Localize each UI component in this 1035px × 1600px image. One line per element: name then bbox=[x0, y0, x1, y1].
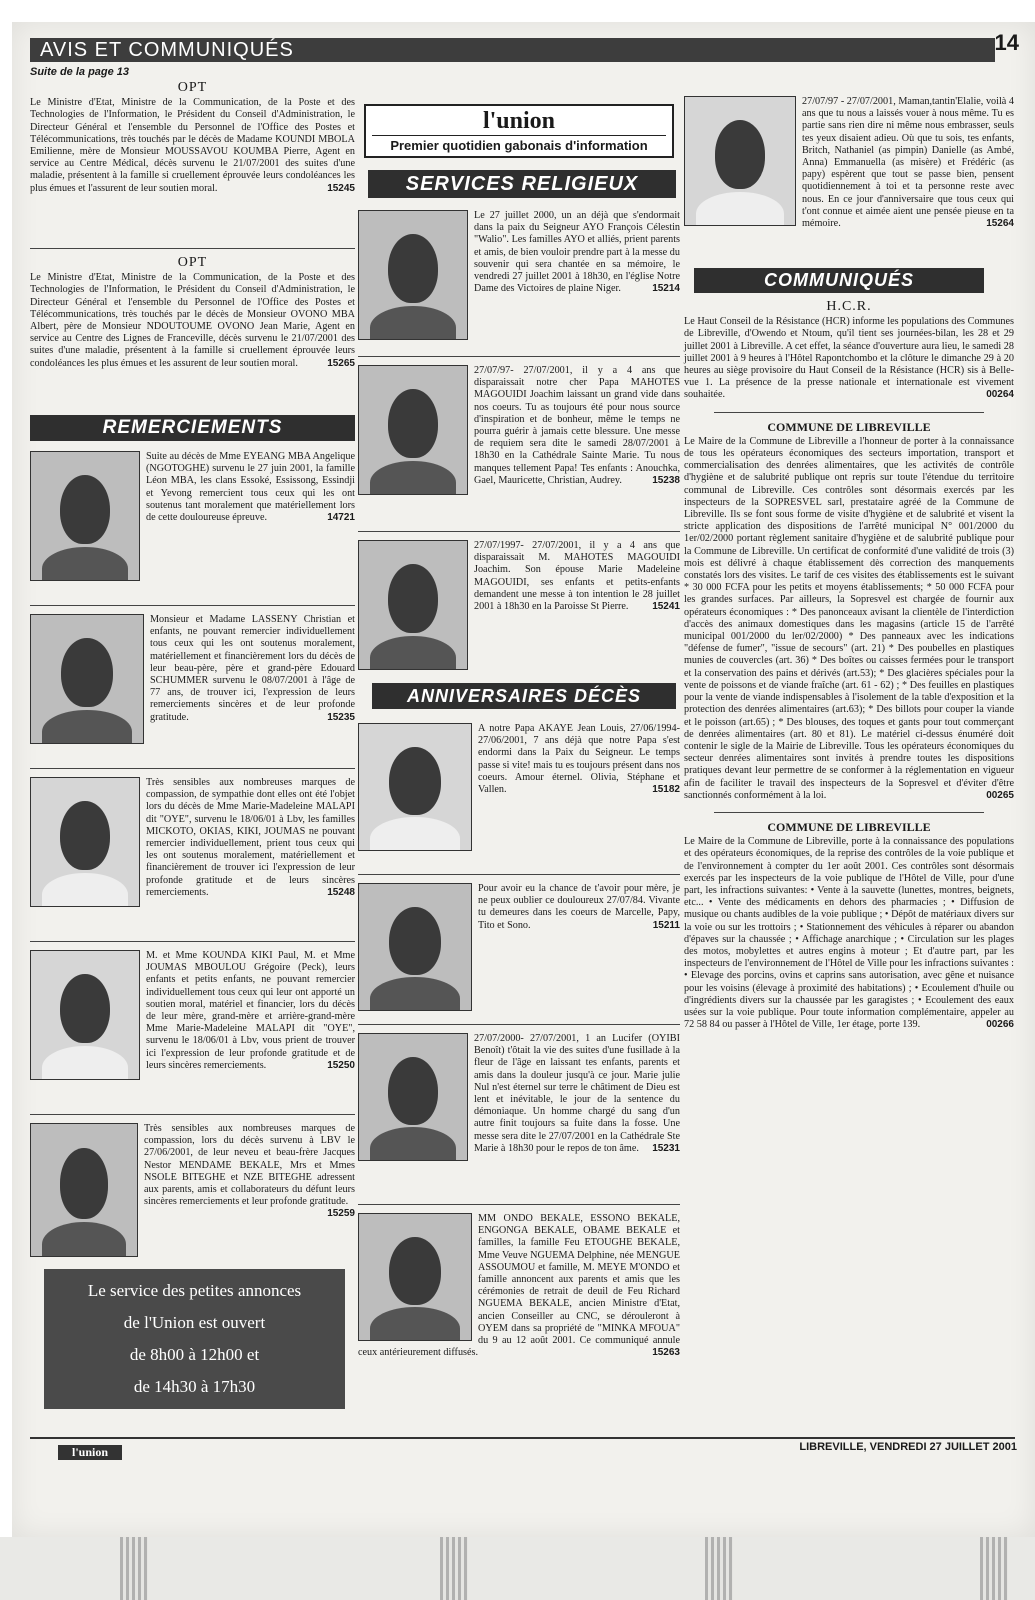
remerciements-heading: REMERCIEMENTS bbox=[30, 415, 355, 441]
anniversaire-3 bbox=[358, 1033, 680, 1198]
ad-reference: 15259 bbox=[327, 1208, 355, 1220]
anniversaire-maman bbox=[684, 96, 1014, 264]
ad-reference: 15264 bbox=[986, 218, 1014, 230]
footer-dateline: LIBREVILLE, VENDREDI 27 JUILLET 2001 bbox=[799, 1441, 1017, 1453]
annonce-line: de 8h00 à 12h00 et bbox=[129, 1345, 260, 1364]
service-1 bbox=[358, 210, 680, 350]
article-title: COMMUNE DE LIBREVILLE bbox=[767, 819, 931, 834]
ad-reference: 00265 bbox=[986, 789, 1014, 801]
divider bbox=[30, 1114, 355, 1115]
annonce-line: Le service des petites annonces bbox=[87, 1281, 302, 1300]
anniversaire-4 bbox=[358, 1213, 680, 1359]
annonce-line: de 14h30 à 17h30 bbox=[133, 1377, 256, 1396]
anniversaire-2 bbox=[358, 883, 680, 1018]
portrait-photo bbox=[358, 540, 468, 670]
divider bbox=[358, 356, 680, 357]
article-text: M. et Mme KOUNDA KIKI Paul, M. et Mme JOUMAS MBOULOU Grégoire (Peck), leurs enfants et petits enfants, ne pouvant remercier individuellement tous ceux qui leur ont apporté un soutien moral, matériel et financier, lors du décès de leur mère, grand-mère et arrière-grand-mère Mme Marie-Madeleine MALAPI dit "OYE", survenu le 18/06/01 à Lbv, vous prient de trouver ici l'expression de leur profonde gratitude et de leurs sincères remerciements. bbox=[146, 950, 355, 1071]
column-middle bbox=[358, 82, 680, 1359]
article-text: Le Ministre d'Etat, Ministre de la Communication, de la Poste et des Technologies de l'Information, le Président du Conseil d'Administration, le Directeur Général et l'ensemble du Personnel de l'Office des Postes et Télécommunications, très touchés par le décès de Monsieur OVONO MBA Albert, père de Monsieur NDOUTOUME OVONO Jean Marie, Agent en service au Centre des Lignes de Franceville, décès survenu le 21/07/2001 des suites d'une maladie, présentent à la famille si cruellement éprouvée leurs condoléances les plus émues et les assurent de leur soutien moral. bbox=[30, 272, 355, 369]
article-text: Très sensibles aux nombreuses marques de compassion, de sympathie dont elles ont été l'objet lors du décès de Mme Marie-Madeleine MALAPI dit "OYE", survenu le 18/06/01 à Lbv, les familles MICKOTO, OKIAS, KIKI, JOUMAS ne pouvant remercier individuellement, prient tous ceux qui les ont soutenus moralement, matériellement et financièrement de trouver ici l'expression de leur profonde gratitude et de leurs sincères remerciements. bbox=[146, 777, 355, 898]
ad-reference: 00266 bbox=[986, 1019, 1014, 1031]
communique-libreville-2 bbox=[684, 821, 1014, 1031]
article-text: MM ONDO BEKALE, ESSONO BEKALE, ENGONGA BEKALE, OBAME BEKALE et familles, la famille Feu ETOUGHE BEKALE, Mme Veuve NGUEMA Delphine, née MENGUE ASSOUMOU et famille, M. MEYE M'ONDO et famille annoncent aux parents et amis que les cérémonies de retrait de deuil de Feu Richard NGUEMA BEKALE, ancien Ministre d'Etat, ancien Conseiller au CNC, se dérouleront à OYEM dans sa propriété de "MINKA MFOUA" du 9 au 12 août 2001. Ce communiqué annule ceux antérieurement diffusés. bbox=[358, 1213, 680, 1359]
divider bbox=[30, 768, 355, 769]
ad-reference: 15235 bbox=[327, 711, 355, 723]
footer-logo: l'union bbox=[58, 1445, 122, 1460]
portrait-photo bbox=[358, 365, 468, 495]
ad-reference: 15248 bbox=[327, 886, 355, 898]
ad-reference: 15182 bbox=[652, 784, 680, 796]
column-right bbox=[684, 82, 1014, 1031]
services-religieux-heading: SERVICES RELIGIEUX bbox=[368, 170, 676, 198]
anniversaires-deces-heading: ANNIVERSAIRES DÉCÈS bbox=[372, 683, 676, 709]
portrait-photo bbox=[358, 210, 468, 340]
article-text: Le 27 juillet 2000, un an déjà que s'endormait dans la paix du Seigneur AYO François Célestin "Walio". Les familles AYO et alliés, prient parents et amis, de bien vouloir prendre part à la messe du souvenir qui sera chantée en sa mémoire, le vendredi 27 juillet 2001 à 18h30, en l'église Notre Dame des Victoires de plaine Niger. bbox=[474, 210, 680, 295]
article-text: Le Haut Conseil de la Résistance (HCR) informe les populations des Communes de Libreville, d'Owendo et Ntoum, qu'il tient ses journées-bilan, les 28 et 29 juillet 2001 à Libreville. A cet effet, la séance d'ouverture aura lieu, le samedi 28 juillet 2001 à 9 heures à l'Hôtel Rapontchombo et la clôture le dimanche 29 à 20 heures au siège provisoire du Haut Conseil de la Résistance (HCR) sis à Belle-vue 1. La présence de la presse nationale et internationale est vivement souhaitée. bbox=[684, 316, 1014, 401]
communique-hcr bbox=[684, 301, 1014, 402]
section-header-title: AVIS ET COMMUNIQUÉS bbox=[40, 39, 294, 61]
scan-stripe bbox=[705, 1537, 733, 1600]
divider bbox=[358, 1024, 680, 1025]
ad-reference: 15238 bbox=[652, 474, 680, 486]
divider bbox=[714, 812, 984, 813]
column-left bbox=[30, 82, 355, 1409]
service-3 bbox=[358, 540, 680, 675]
article-opt-2 bbox=[30, 257, 355, 407]
continued-note: Suite de la page 13 bbox=[30, 66, 130, 78]
portrait-photo bbox=[358, 723, 472, 851]
ad-reference: 15231 bbox=[652, 1142, 680, 1154]
article-title: OPT bbox=[177, 255, 208, 270]
masthead bbox=[364, 104, 674, 158]
article-text: Très sensibles aux nombreuses marques de compassion, lors du décès survenu à LBV le 27/06/2001, de leur neveu et beau-frère Jacques Nestor MENDAME BEKALE, Mrs et Mmes NSOLE BITEGHE et NZE BITEGHE adressent aux parents, amis et collaborateurs du défunt leurs sincères remerciements et leur profonde gratitude. bbox=[144, 1123, 355, 1208]
article-title: COMMUNE DE LIBREVILLE bbox=[767, 419, 931, 434]
page-number: 14 bbox=[994, 30, 1019, 55]
divider bbox=[358, 1204, 680, 1205]
remerciement-4 bbox=[30, 950, 355, 1108]
background-surface bbox=[0, 1537, 1035, 1600]
article-text: Le Ministre d'Etat, Ministre de la Communication, de la Poste et des Technologies de l'Information, le Président du Conseil d'Administration, le Directeur Général et l'ensemble du Personnel de l'Office des Postes et Télécommunications, très touchés par le décès de Madame KOUNDI MBOLA Emilienne, mère de Monsieur MOUSSAVOU KOUMBA Pierre, Agent en service au Centre Médical, décès survenu le 21/07/2001 des suites d'une maladie, présentent à la famille si cruellement éprouvée leurs condoléances les plus émues et l'assurent de leur soutien moral. bbox=[30, 97, 355, 194]
article-text: 27/07/97- 27/07/2001, il y a 4 ans que disparaissait notre cher Papa MAHOTES MAGOUIDI Joachim laissant un grand vide dans nos coeurs. Tu as toujours été pour nous source d'inspiration et de bonheur, même le temps ne pourra guérir à jamais cette blessure. Une messe de requiem sera dite le samedi 28/07/2001 à 18h30 en la Cathédrale Sainte Marie. Tu nous manques tellement Papa! Tes enfants : Anouchka, Gael, Mauricette, Christian, Audrey. bbox=[474, 365, 680, 486]
divider bbox=[714, 412, 984, 413]
communique-libreville-1 bbox=[684, 421, 1014, 802]
divider bbox=[30, 248, 355, 249]
portrait-photo bbox=[30, 777, 140, 907]
service-2 bbox=[358, 365, 680, 525]
portrait-photo bbox=[358, 883, 472, 1011]
ad-reference: 15241 bbox=[652, 601, 680, 613]
portrait-photo bbox=[358, 1213, 472, 1341]
petites-annonces-box bbox=[44, 1269, 345, 1409]
scan-stripe bbox=[440, 1537, 468, 1600]
remerciement-2 bbox=[30, 614, 355, 762]
ad-reference: 15245 bbox=[327, 182, 355, 194]
anniversaire-1 bbox=[358, 723, 680, 868]
ad-reference: 15250 bbox=[327, 1059, 355, 1071]
scan-stripe bbox=[980, 1537, 1008, 1600]
ad-reference: 00264 bbox=[986, 389, 1014, 401]
article-text: Monsieur et Madame LASSENY Christian et enfants, ne pouvant remercier individuellement tous ceux qui les ont soutenus moralement, matériellement et financièrement lors du décès de leur beau-père, père et grand-père Edouard SCHUMMER survenu le 08/07/2001 à l'âge de 77 ans, de trouver ici, l'expression de leurs remerciements sincères et de leur profonde gratitude. bbox=[150, 614, 355, 723]
annonce-line: de l'Union est ouvert bbox=[123, 1313, 266, 1332]
divider bbox=[358, 531, 680, 532]
masthead-name: l'union bbox=[482, 108, 556, 134]
divider bbox=[30, 941, 355, 942]
portrait-photo bbox=[30, 451, 140, 581]
portrait-photo bbox=[30, 1123, 138, 1257]
portrait-photo bbox=[684, 96, 796, 226]
remerciement-5 bbox=[30, 1123, 355, 1261]
portrait-photo bbox=[30, 950, 140, 1080]
communiques-heading: COMMUNIQUÉS bbox=[694, 268, 984, 293]
article-text: 27/07/1997- 27/07/2001, il y a 4 ans que disparaissait M. MAHOTES MAGOUIDI Joachim. Son épouse Marie Madeleine MAGOUIDI, ses enfants et petits-enfants demandent une messe à ton intention le 28 juillet 2001 à 18h30 en la Paroisse St Pierre. bbox=[474, 540, 680, 613]
article-text: 27/07/2000- 27/07/2001, 1 an Lucifer (OYIBI Benoît) t'ôtait la vie des suites d'une fusillade à la fleur de l'âge en laissant tes enfants, parents et amis dans la douleur jusqu'à ce jour. Marie julie Nul n'est éternel sur terre le châtiment de Dieu est lent et inévitable, le jour de la sentence du démoniaque. Un homme chargé du sang d'un autre finit toujours sa fuite dans la fosse. Une messe sera dite le 27/07/2001 en la Cathédrale Ste Marie à 18h30 pour le repos de ton âme. bbox=[474, 1033, 680, 1154]
portrait-photo bbox=[30, 614, 144, 744]
ad-reference: 15265 bbox=[327, 357, 355, 369]
article-title: H.C.R. bbox=[826, 299, 872, 314]
article-text: Suite au décès de Mme EYEANG MBA Angelique (NGOTOGHE) survenu le 27 juin 2001, la famille Léon MBA, les clans Essoké, Essissong, Essindji et Yevong remercient tous ceux qui les ont soutenus tant moralement que matériellement lors de cette douloureuse épreuve. bbox=[146, 451, 355, 524]
article-text: Le Maire de la Commune de Libreville a l'honneur de porter à la connaissance de tous les opérateurs économiques des secteurs importation, transport et commercialisation des denrées alimentaires, que les activités de contrôle d'hygiène et de salubrité publique ont repris sur toute l'étendue du territoire communal de Libreville. Ces contrôles sont désormais exercés par les inspecteurs de la SOPRESVEL sarl, prestataire agréé de la Commune de Libreville. Ils se font sous forme de visite d'hygiène et de salubrité et visent la stricte application des dispositions de l'arrêté municipal N° 001/2000 du 1er/02/2000 portant règlement sanitaire d'hygiène et de salubrité publique pour la Commune de Libreville. Un certificat de conformité d'une validité de trois (3) mois est délivré à chaque établissement dès correction des manquements constatés lors des visites. Le tarif de ces visites des établissements est le suivant * 30 000 FCFA pour les petits et moyens établissements; * 50 000 FCFA pour les grandes surfaces. Par ailleurs, la Sopresvel est chargée de fournir aux opérateurs économiques : * Des panonceaux avisant la clientèle de l'interdiction d'accès des animaux domestiques dans les magasins (article 15 de l'arrêté municipal 001/2000 du ler/02/2000) * Des panneaux avec les indications "défense de fumer", "issue de secours" (art. 21) * Des poubelles en plastiques munies de couvercles (art. 36) * Des boîtes ou caisses fermées pour le transport et la conservation des pains et dérivés (art.53); * Des glacières spéciales pour la vente de poissons et de viande fraîche (art. 61 - 62) ; * Des feuilles en plastiques pour la vente de viande indispensables à l'isolement de la table d'exposition et la protection des denrées alimentaires (art.63); * Des billots pour couper la viande et le poisson (art.65) ; * Des blouses, des toques et gants pour tout commerçant de denrées alimentaires (art. 80 et 81). Le matériel ci-dessus énuméré doit contenir le sigle de la Mairie de Libreville. Tous les opérateurs économiques du secteur denrées alimentaires sont invités à prendre toutes les dispositions pratiques devant leur permettre de se conformer à la réglementation en vigueur afin de faciliter le travail des inspecteurs de la Sopresvel et d'éviter d'être sanctionnés conformément à la loi. bbox=[684, 435, 1014, 801]
article-title: OPT bbox=[177, 80, 208, 95]
ad-reference: 14721 bbox=[327, 512, 355, 524]
scan-stripe bbox=[120, 1537, 148, 1600]
ad-reference: 15211 bbox=[652, 919, 680, 931]
divider bbox=[30, 605, 355, 606]
article-text: Pour avoir eu la chance de t'avoir pour mère, je ne peux oublier ce douloureux 27/07/84. Vivante tu demeures dans les coeurs de Marcelle, Papy, Tito et Sono. bbox=[478, 883, 680, 931]
portrait-photo bbox=[358, 1033, 468, 1161]
remerciement-3 bbox=[30, 777, 355, 935]
masthead-subtitle: Premier quotidien gabonais d'information bbox=[372, 135, 666, 153]
divider bbox=[358, 874, 680, 875]
article-opt-1 bbox=[30, 82, 355, 242]
remerciement-1 bbox=[30, 451, 355, 599]
ad-reference: 15214 bbox=[652, 283, 680, 295]
article-text: 27/07/97 - 27/07/2001, Maman,tantin'Elalie, voilà 4 ans que tu nous a laissés vouer à nous même. Tu es partie sans rien dire ni même nous embrasser, seuls tes yeux disaient adieu. Où que tu sois, tes enfants, Britch, Nathaniel (as pimpin) Danielle (as Ambé, Anna) Emmanuella (as misère) et Frédéric (as papy) espèrent que tout se passe bien, pensent quotidiennement à toi et ta personne reste avec nous. En ce jour d'anniversaire que tous ceux qui t'ont connue et aimée aient une pensée pieuse en ta mémoire. bbox=[802, 96, 1014, 230]
article-text: Le Maire de la Commune de Libreville, porte à la connaissance des populations et des opérateurs économiques, de la reprise des contrôles de la voie publique et de l'environnement à compter du 1er août 2001. Ces contrôles sont désormais exercés par les inspecteurs de la voie publique de l'Hôtel de Ville, pour d'une part, les infractions suivantes: • Vente à la sauvette (lunettes, montres, beignets, etc... • Vente des médicaments en dehors des pharmacies ; • Diffusion de musique ou chants audibles de la voie publique ; • Dépôt de matériaux divers sur la voie ou sur les trottoirs ; • Stationnement des véhicules à réparer ou abandon d'épaves sur la chaussée ; • Affichage anarchique ; • Circulation sur les plages des motos, mobylettes et autres engins à moteur ; Et d'autre part, par les inspecteurs de l'environnement de l'Hôtel de Ville pour les infractions suivantes : • Elevage des porcins, ovins et caprins sans autorisation, avec gêne et nuisance pour les voisins (élevage à proximité des habitations) ; • Ecoulement d'huile ou d'ingrédients divers sur la chaussée par les garagistes ; • Ecoulement des eaux usées sur la voie publique. Pour toute information complémentaire, appeler au 72 58 84 ou passer à l'Hôtel de Ville, 1er étage, porte 139. bbox=[684, 836, 1014, 1031]
article-text: A notre Papa AKAYE Jean Louis, 27/06/1994-27/06/2001, 7 ans déjà que notre Papa s'est endormi dans la Paix du Seigneur. Le temps passe si vite! mais tu es toujours présent dans nos coeurs. Amour éternel. Olivia, Stéphane et Vallen. bbox=[478, 723, 680, 796]
ad-reference: 15263 bbox=[652, 1347, 680, 1359]
